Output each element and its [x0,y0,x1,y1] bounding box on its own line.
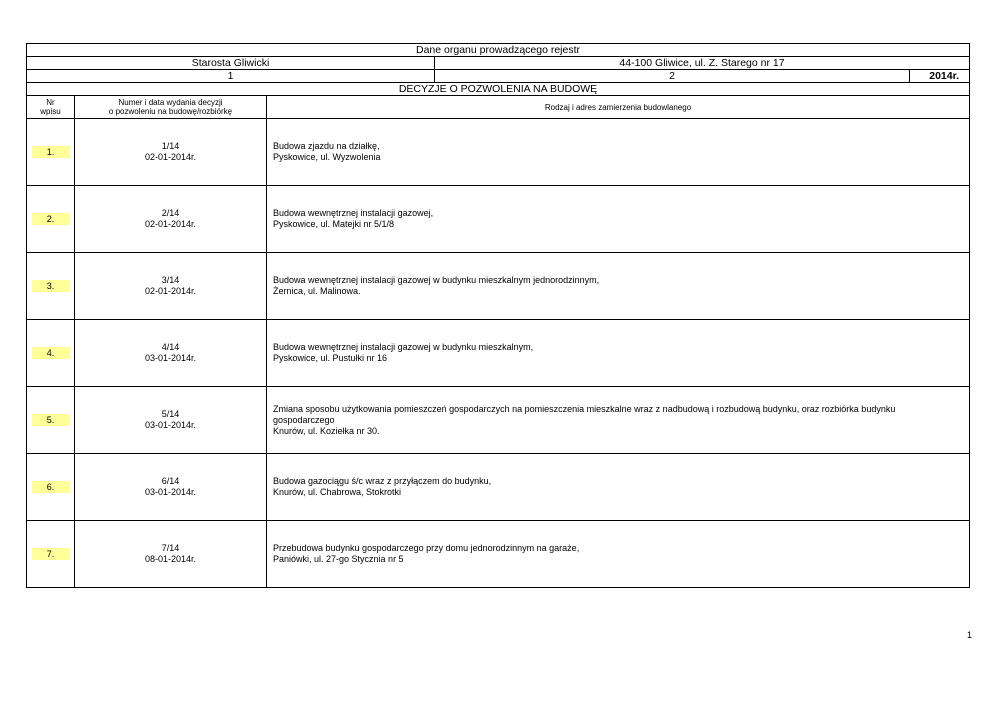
entry-number: 2. [32,213,70,225]
entry-number: 3. [32,280,70,292]
description-line: Budowa wewnętrznej instalacji gazowej, [273,208,434,218]
table-row [27,119,970,186]
description-line: Przebudowa budynku gospodarczego przy domu jednorodzinnym na garaże, [273,543,580,553]
decision-number: 1/14 [161,141,180,151]
description-cell [267,454,970,521]
organ-name: Starosta Gliwicki [27,57,435,70]
description-cell [267,253,970,320]
entry-number: 6. [32,481,70,493]
decision-date: 03-01-2014r. [144,420,197,430]
description-line: Pyskowice, ul. Wyzwolenia [273,152,381,162]
entry-number-cell [27,320,75,387]
decision-number: 6/14 [161,476,180,486]
decision-date: 02-01-2014r. [144,286,197,296]
decision-header-line1: Numer i data wydania decyzji [118,98,223,107]
column-header-table [26,95,970,119]
decision-number: 3/14 [161,275,180,285]
decision-cell [75,253,267,320]
page-number: 1 [966,630,972,640]
decision-number: 7/14 [161,543,180,553]
description-line: Budowa wewnętrznej instalacji gazowej w budynku mieszkalnym jednorodzinnym, [273,275,600,285]
decision-date: 03-01-2014r. [144,353,197,363]
year-label: 2014r. [910,70,970,83]
nr-header-line1: Nr [46,98,55,107]
description-line: Pyskowice, ul. Pustułki nr 16 [273,353,388,363]
decision-cell [75,454,267,521]
organ-address: 44-100 Gliwice, ul. Z. Starego nr 17 [435,57,970,70]
decision-column-header [75,96,267,119]
entry-number: 5. [32,414,70,426]
table-row [27,253,970,320]
table-row [27,186,970,253]
description-column-header: Rodzaj i adres zamierzenia budowlanego [267,96,970,119]
nr-column-header [27,96,75,119]
decision-cell [75,387,267,454]
table-row [27,521,970,588]
description-line: Budowa wewnętrznej instalacji gazowej w budynku mieszkalnym, [273,342,534,352]
table-row [27,454,970,521]
decisions-table [26,118,970,588]
decision-date: 02-01-2014r. [144,152,197,162]
entry-number-cell [27,186,75,253]
description-cell [267,387,970,454]
entry-number-cell [27,454,75,521]
table-row [27,387,970,454]
description-cell [267,186,970,253]
description-line: Knurów, ul. Koziełka nr 30. [273,425,380,436]
decision-date: 02-01-2014r. [144,219,197,229]
description-line: Budowa gazociągu ś/c wraz z przyłączem do budynku, [273,476,492,486]
description-cell [267,119,970,186]
section-title: DECYZJE O POZWOLENIA NA BUDOWĘ [27,83,970,96]
registry-title: Dane organu prowadzącego rejestr [27,44,970,57]
decision-cell [75,521,267,588]
entry-number: 4. [32,347,70,359]
decision-number: 2/14 [161,208,180,218]
decision-cell [75,186,267,253]
entry-number: 7. [32,548,70,560]
entry-number-cell [27,253,75,320]
description-line: gospodarczego [273,414,335,425]
description-line: Budowa zjazdu na działkę, [273,141,380,151]
description-line: Knurów, ul. Chabrowa, Stokrotki [273,487,402,497]
header-table [26,43,970,96]
decision-date: 08-01-2014r. [144,554,197,564]
decision-number: 4/14 [161,342,180,352]
description-line: Paniówki, ul. 27-go Stycznia nr 5 [273,554,404,564]
decision-date: 03-01-2014r. [144,487,197,497]
column-number-1: 1 [27,70,435,83]
entry-number-cell [27,387,75,454]
decision-cell [75,320,267,387]
column-number-2: 2 [435,70,910,83]
nr-header-line2: wpisu [40,107,61,116]
table-row [27,320,970,387]
description-cell [267,320,970,387]
description-line: Pyskowice, ul. Matejki nr 5/1/8 [273,219,395,229]
description-line: Zmiana sposobu użytkowania pomieszczeń gospodarczych na pomieszczenia mieszkalne wraz z nadbudową i rozbudową budynku, oraz rozbiórka budynku [273,403,896,414]
decision-header-line2: o pozwoleniu na budowę/rozbiórkę [108,107,233,116]
decision-cell [75,119,267,186]
entry-number-cell [27,521,75,588]
description-line: Żernica, ul. Malinowa. [273,286,361,296]
description-cell [267,521,970,588]
entry-number: 1. [32,146,70,158]
decision-number: 5/14 [161,409,180,419]
entry-number-cell [27,119,75,186]
